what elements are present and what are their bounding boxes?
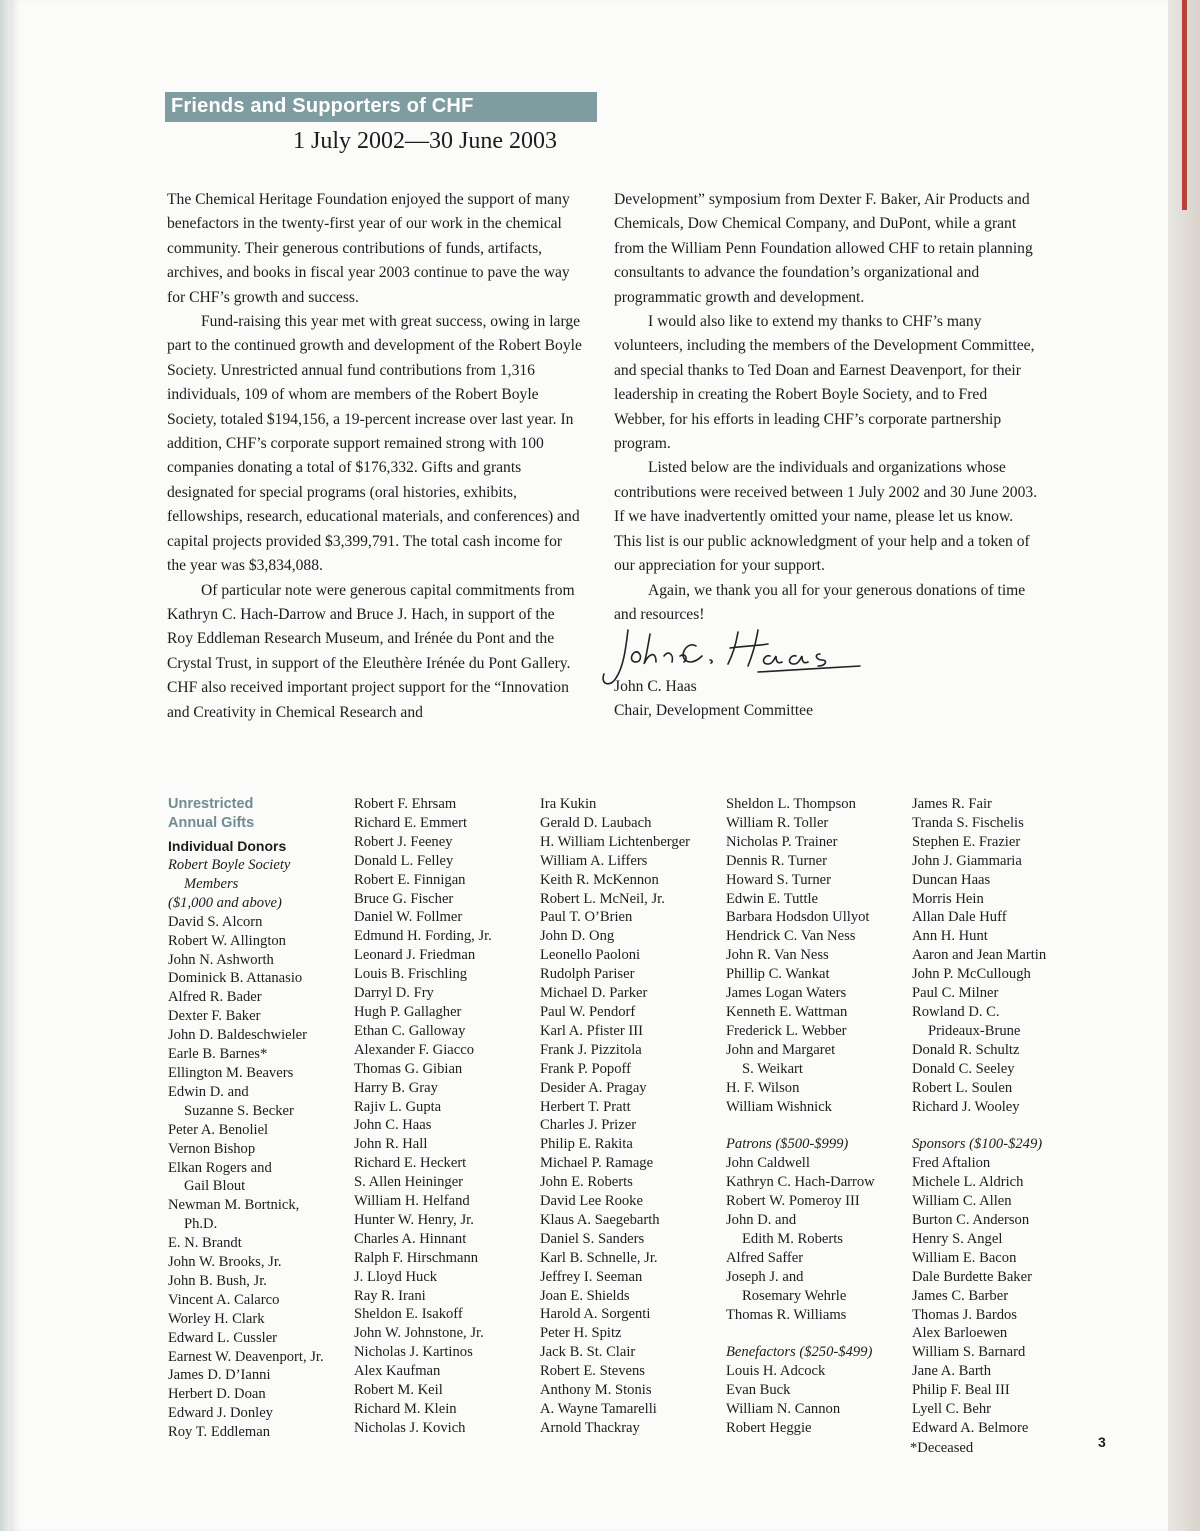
donor-name: Keith R. McKennon: [540, 871, 659, 888]
donor-name: Evan Buck: [726, 1382, 791, 1399]
donor-name: William N. Cannon: [726, 1401, 841, 1418]
donor-name: Vincent A. Calarco: [168, 1291, 280, 1308]
intro-paragraph: Again, we thank you all for your generous donations of time and resources!: [614, 581, 1026, 623]
donor-name: Howard S. Turner: [726, 871, 831, 888]
donor-name: Ethan C. Galloway: [354, 1022, 466, 1039]
donor-name: Harold A. Sorgenti: [540, 1306, 651, 1323]
donor-name: Louis H. Adcock: [726, 1363, 826, 1380]
donor-name: Arnold Thackray: [540, 1419, 640, 1436]
signer-title: Chair, Development Committee: [614, 702, 814, 720]
category-label: Benefactors ($250-$499): [726, 1344, 873, 1361]
donor-name: Dennis R. Turner: [726, 852, 827, 869]
donor-name: Frederick L. Webber: [726, 1022, 847, 1039]
signer-name: John C. Haas: [614, 678, 697, 695]
donor-name: John R. Hall: [354, 1136, 428, 1153]
donor-name: Harry B. Gray: [354, 1079, 438, 1096]
donor-name: Elkan Rogers and: [168, 1159, 272, 1176]
donor-name: Nicholas J. Kovich: [354, 1419, 466, 1436]
donor-name: Peter A. Benoliel: [168, 1121, 269, 1138]
donor-name: J. Lloyd Huck: [354, 1268, 438, 1285]
donor-list: [912, 795, 1046, 1438]
signer-block: [614, 675, 813, 724]
donor-name: Jeffrey I. Seeman: [540, 1268, 643, 1285]
donor-name: Jane A. Barth: [912, 1363, 992, 1380]
donor-name: Peter H. Spitz: [540, 1325, 622, 1342]
intro-paragraph: Fund-raising this year met with great success, owing in large part to the continued growth and development of the Robert Boyle Society. Unrestricted annual fund contributions from 1,316 individuals, 109 of whom are members of the Robert Boyle Society, totaled $194,156, a 19-percent increase over last year. In addition, CHF’s corporate support remained strong with 100 companies donating a total of $176,332. Gifts and grants designated for special programs (oral histories, exhibits, fellowships, research, educational materials, and conferences) and capital projects provided $3,399,791. The total cash income for the year was $3,834,088.: [167, 313, 582, 575]
donor-name: William H. Helfand: [354, 1193, 470, 1210]
category-label: Patrons ($500-$999): [726, 1136, 849, 1153]
donor-name: Vernon Bishop: [168, 1140, 256, 1157]
donor-name: Morris Hein: [912, 890, 984, 907]
donor-name: John J. Giammaria: [912, 852, 1022, 869]
donor-name: Daniel W. Follmer: [354, 909, 463, 926]
donor-name: James D. D’Ianni: [168, 1367, 271, 1384]
category-label: Robert Boyle Society: [168, 857, 291, 873]
date-range: 1 July 2002—30 June 2003: [293, 128, 557, 154]
donor-name: Edward J. Donley: [168, 1405, 273, 1422]
donor-name: Frank P. Popoff: [540, 1060, 631, 1077]
section-heading: Annual Gifts: [168, 815, 255, 831]
intro-paragraph: Listed below are the individuals and organizations whose contributions were received between 1 July 2002 and 30 June 2003. If we have inadvertently omitted your name, please let us know. This list is our public acknowledgment of your help and a token of our appreciation for your support.: [614, 459, 1038, 575]
binding-spine: [0, 0, 10, 1531]
category-label: Sponsors ($100-$249): [912, 1136, 1043, 1153]
donor-name: Leonard J. Friedman: [354, 947, 476, 964]
donor-name: Robert L. Soulen: [912, 1079, 1013, 1096]
donor-name: S. Weikart: [742, 1060, 803, 1077]
donor-name: John D. and: [726, 1212, 797, 1229]
donor-name: John W. Brooks, Jr.: [168, 1254, 282, 1271]
donor-name: Rudolph Pariser: [540, 966, 635, 983]
donor-name: Fred Aftalion: [912, 1155, 991, 1172]
donor-name: H. William Lichtenberger: [540, 833, 691, 850]
intro-right-column: [614, 188, 1040, 627]
donor-list: [540, 795, 690, 1438]
donor-name: John Caldwell: [726, 1155, 810, 1172]
donor-name: Thomas R. Williams: [726, 1306, 847, 1323]
donor-name: Ann H. Hunt: [912, 928, 988, 945]
donor-name: Herbert D. Doan: [168, 1386, 266, 1403]
donor-name: Jack B. St. Clair: [540, 1344, 636, 1361]
donor-name: Edward A. Belmore: [912, 1420, 1029, 1436]
donor-name: Robert W. Pomeroy III: [726, 1193, 860, 1210]
donor-list: [726, 795, 875, 1438]
list-spacer: [726, 1116, 875, 1135]
donor-name: Ph.D.: [184, 1216, 218, 1233]
donor-name: Edwin E. Tuttle: [726, 890, 819, 907]
donor-name: Rowland D. C.: [912, 1003, 1000, 1020]
donor-name: John D. Baldeschwieler: [168, 1027, 308, 1044]
donor-name: Edward L. Cussler: [168, 1329, 278, 1346]
donor-name: Duncan Haas: [912, 871, 991, 888]
donor-name: John and Margaret: [726, 1041, 836, 1058]
donor-name: Roy T. Eddleman: [168, 1424, 271, 1441]
donor-name: Richard E. Emmert: [354, 814, 468, 831]
donor-name: Alfred Saffer: [726, 1249, 804, 1266]
donor-name: Dale Burdette Baker: [912, 1268, 1032, 1285]
donor-name: Klaus A. Saegebarth: [540, 1211, 660, 1228]
intro-left-column: [167, 188, 583, 725]
donor-name: Gerald D. Laubach: [540, 814, 652, 831]
donor-name: William S. Barnard: [912, 1344, 1026, 1361]
donor-name: Herbert T. Pratt: [540, 1098, 631, 1115]
donor-column-3: [540, 795, 690, 1438]
donor-name: Edmund H. Fording, Jr.: [354, 928, 492, 945]
donor-name: E. N. Brandt: [168, 1235, 242, 1252]
intro-paragraph: I would also like to extend my thanks to CHF’s many volunteers, including the members of the Development Committee, and special thanks to Ted Doan and Earnest Deavenport, for their leadership in creating the Robert Boyle Society, and to Fred Webber, for his efforts in leading CHF’s corporate partnership program.: [614, 313, 1035, 453]
donor-name: Ellington M. Beavers: [168, 1064, 294, 1081]
donor-name: Louis B. Frischling: [354, 966, 468, 983]
category-label: Members: [184, 875, 239, 892]
donor-name: Rajiv L. Gupta: [354, 1098, 442, 1115]
donor-name: Karl B. Schnelle, Jr.: [540, 1249, 658, 1266]
donor-name: Philip F. Beal III: [912, 1382, 1010, 1399]
donor-name: Newman M. Bortnick,: [168, 1197, 300, 1214]
donor-name: A. Wayne Tamarelli: [540, 1401, 657, 1417]
donor-name: Ray R. Irani: [354, 1287, 426, 1304]
donor-name: Earnest W. Deavenport, Jr.: [168, 1348, 324, 1365]
donor-name: Robert M. Keil: [354, 1382, 443, 1399]
page-edge: [1168, 0, 1200, 1531]
donor-name: Donald L. Felley: [354, 852, 454, 869]
donor-name: Worley H. Clark: [168, 1310, 265, 1327]
donor-list: [354, 795, 492, 1438]
donor-name: Robert L. McNeil, Jr.: [540, 890, 665, 907]
page-number: 3: [1098, 1434, 1106, 1450]
donor-name: Anthony M. Stonis: [540, 1382, 652, 1399]
donor-name: H. F. Wilson: [726, 1079, 800, 1096]
list-spacer: [726, 1324, 875, 1343]
edge-stripe: [1182, 0, 1187, 210]
donor-name: Henry S. Angel: [912, 1230, 1003, 1247]
donor-name: John R. Van Ness: [726, 947, 829, 964]
donor-name: Michael D. Parker: [540, 985, 648, 1002]
donor-name: Edith M. Roberts: [742, 1230, 843, 1247]
donor-name: Robert J. Feeney: [354, 833, 453, 850]
banner-title: Friends and Supporters of CHF: [171, 95, 474, 117]
donor-name: Alex Kaufman: [354, 1363, 441, 1380]
donor-name: Donald R. Schultz: [912, 1041, 1020, 1058]
donor-name: Philip E. Rakita: [540, 1136, 633, 1153]
donor-name: Charles J. Prizer: [540, 1117, 637, 1134]
donor-name: Richard J. Wooley: [912, 1098, 1020, 1115]
donor-name: Paul W. Pendorf: [540, 1003, 636, 1020]
subsection-heading: Individual Donors: [168, 838, 287, 854]
donor-name: Edwin D. and: [168, 1083, 249, 1100]
donor-name: John C. Haas: [354, 1117, 432, 1134]
donor-name: Prideaux-Brune: [928, 1022, 1021, 1039]
donor-name: Frank J. Pizzitola: [540, 1041, 642, 1058]
donor-name: Richard E. Heckert: [354, 1155, 467, 1172]
donor-name: Hendrick C. Van Ness: [726, 928, 856, 945]
donor-name: Alfred R. Bader: [168, 989, 262, 1006]
donor-name: Alex Barloewen: [912, 1325, 1008, 1342]
donor-name: Burton C. Anderson: [912, 1212, 1030, 1229]
donor-name: Thomas J. Bardos: [912, 1306, 1017, 1323]
intro-paragraph: Of particular note were generous capital commitments from Kathryn C. Hach-Darrow and Bruce J. Hach, in support of the Roy Eddleman Research Museum, and Irénée du Pont and the Crystal Trust, in support of the Eleuthère Irénée du Pont Gallery. CHF also received important project support for the “Innovation and Creativity in Chemical Research and: [167, 581, 575, 721]
donor-name: Sheldon E. Isakoff: [354, 1306, 463, 1323]
donor-name: Joseph J. and: [726, 1268, 804, 1285]
donor-name: James Logan Waters: [726, 985, 847, 1002]
donor-name: David Lee Rooke: [540, 1193, 643, 1210]
donor-name: Dexter F. Baker: [168, 1008, 261, 1025]
donor-column-5: [912, 795, 1046, 1438]
donor-name: Alexander F. Giacco: [354, 1041, 474, 1058]
category-label: ($1,000 and above): [168, 894, 282, 911]
donor-name: William R. Toller: [726, 814, 829, 831]
donor-name: Joan E. Shields: [540, 1287, 630, 1304]
donor-name: Charles A. Hinnant: [354, 1230, 467, 1247]
donor-name: Allan Dale Huff: [912, 909, 1007, 926]
list-spacer: [912, 1116, 1046, 1135]
donor-name: Nicholas P. Trainer: [726, 833, 838, 850]
donor-name: Kenneth E. Wattman: [726, 1003, 848, 1020]
donor-name: S. Allen Heininger: [354, 1174, 464, 1191]
donor-name: Robert Heggie: [726, 1420, 812, 1437]
deceased-note: *Deceased: [910, 1440, 974, 1456]
donor-name: Karl A. Pfister III: [540, 1022, 643, 1039]
donor-name: Desider A. Pragay: [540, 1079, 647, 1096]
donor-name: John W. Johnstone, Jr.: [354, 1325, 484, 1342]
donor-name: Barbara Hodsdon Ullyot: [726, 909, 870, 926]
donor-name: John N. Ashworth: [168, 951, 274, 968]
donor-name: John E. Roberts: [540, 1174, 633, 1191]
donor-name: William E. Bacon: [912, 1249, 1017, 1266]
donor-name: Robert E. Stevens: [540, 1363, 645, 1380]
donor-name: John P. McCullough: [912, 966, 1031, 983]
donor-name: Ira Kukin: [540, 796, 597, 812]
donor-name: James C. Barber: [912, 1287, 1009, 1304]
donor-name: Paul C. Milner: [912, 985, 999, 1002]
donor-name: Nicholas J. Kartinos: [354, 1344, 473, 1361]
donor-name: Daniel S. Sanders: [540, 1230, 645, 1247]
donor-column-2: [354, 795, 492, 1438]
donor-name: John D. Ong: [540, 928, 615, 945]
donor-name: Paul T. O’Brien: [540, 909, 633, 926]
donor-list: [168, 856, 324, 1442]
donor-name: Phillip C. Wankat: [726, 966, 830, 983]
donor-name: William Wishnick: [726, 1098, 832, 1115]
donor-name: Ralph F. Hirschmann: [354, 1249, 479, 1266]
donor-name: Michele L. Aldrich: [912, 1174, 1024, 1191]
donor-name: Hunter W. Henry, Jr.: [354, 1211, 474, 1228]
donor-name: Earle B. Barnes*: [168, 1046, 268, 1063]
donor-name: Kathryn C. Hach-Darrow: [726, 1174, 875, 1191]
donor-name: Robert E. Finnigan: [354, 871, 466, 888]
donor-name: Rosemary Wehrle: [742, 1287, 847, 1304]
donor-name: Dominick B. Attanasio: [168, 970, 303, 987]
donor-name: Sheldon L. Thompson: [726, 796, 856, 812]
donor-name: William C. Allen: [912, 1193, 1012, 1210]
donor-name: Hugh P. Gallagher: [354, 1003, 462, 1020]
section-heading: Unrestricted: [168, 796, 254, 812]
donor-name: Stephen E. Frazier: [912, 833, 1021, 850]
donor-name: Robert F. Ehrsam: [354, 796, 457, 812]
donor-name: Gail Blout: [184, 1178, 246, 1195]
donor-name: Tranda S. Fischelis: [912, 814, 1024, 831]
donor-name: Darryl D. Fry: [354, 985, 434, 1002]
donor-column-4: [726, 795, 875, 1438]
donor-name: John B. Bush, Jr.: [168, 1272, 267, 1289]
donor-name: Thomas G. Gibian: [354, 1060, 463, 1077]
section-banner: [165, 92, 597, 122]
donor-name: Lyell C. Behr: [912, 1401, 992, 1418]
donor-name: Suzanne S. Becker: [184, 1102, 294, 1119]
intro-paragraph: The Chemical Heritage Foundation enjoyed the support of many benefactors in the twenty-first year of our work in the chemical community. Their generous contributions of funds, artifacts, archives, and books in fiscal year 2003 continue to pave the way for CHF’s growth and success.: [167, 191, 570, 306]
donor-name: Leonello Paoloni: [540, 947, 641, 964]
donor-name: William A. Liffers: [540, 852, 648, 869]
donor-name: Robert W. Allington: [168, 932, 286, 949]
donor-name: David S. Alcorn: [168, 913, 263, 930]
donor-name: Aaron and Jean Martin: [912, 947, 1047, 964]
donor-name: Donald C. Seeley: [912, 1060, 1015, 1077]
donor-name: Michael P. Ramage: [540, 1155, 654, 1172]
donor-name: Richard M. Klein: [354, 1401, 457, 1417]
intro-paragraph: Development” symposium from Dexter F. Baker, Air Products and Chemicals, Dow Chemical Company, and DuPont, while a grant from the William Penn Foundation allowed CHF to retain planning consultants to advance the foundation’s organizational and programmatic growth and development.: [614, 191, 1033, 306]
donor-column-1: [168, 795, 324, 1442]
donor-name: Bruce G. Fischer: [354, 890, 454, 907]
donor-name: James R. Fair: [912, 796, 992, 812]
